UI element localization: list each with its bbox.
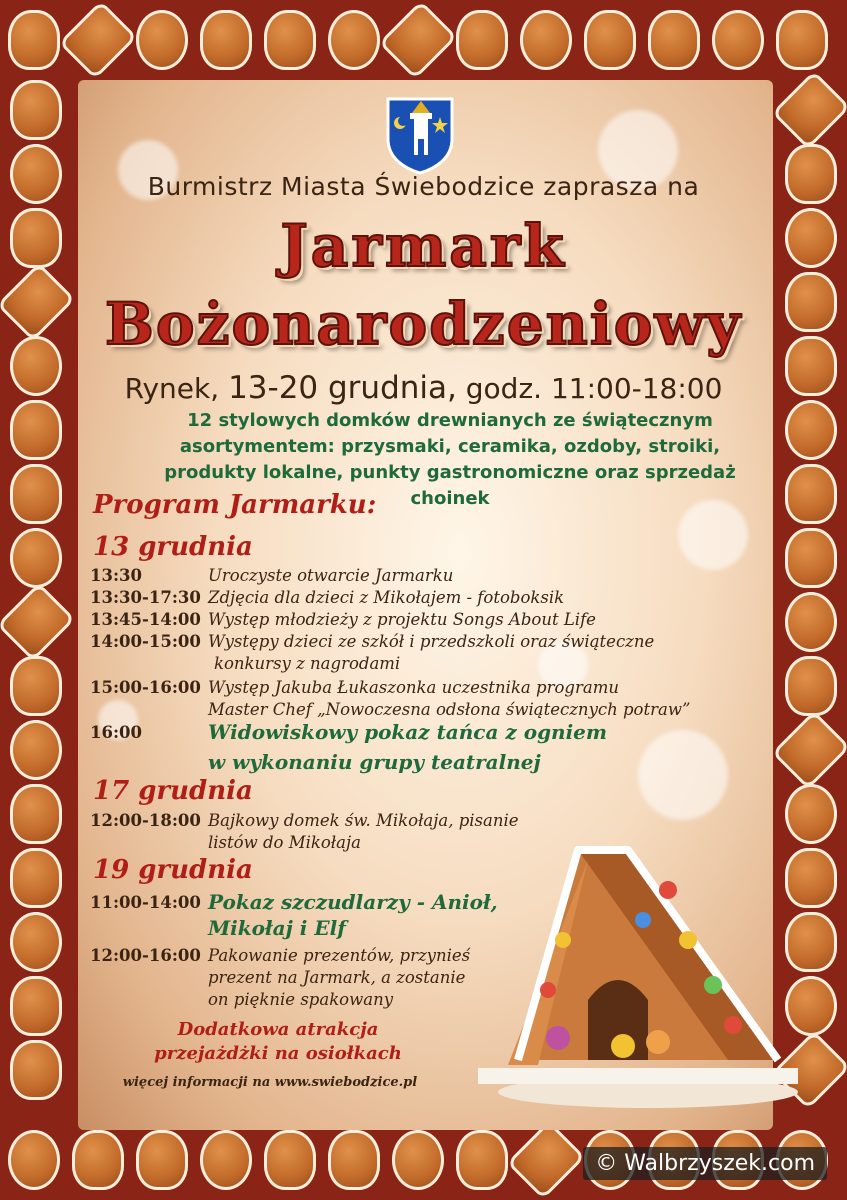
day-heading: 13 grudnia [93,532,253,562]
gingerbread-cookie-icon [10,848,62,908]
gingerbread-cookie-icon [785,464,837,524]
gingerbread-cookie-icon [456,10,508,70]
event-time: 15:00-16:00 [90,678,201,697]
gingerbread-cookie-icon [264,1130,316,1190]
gingerbread-cookie-icon [10,528,62,588]
event-time: 13:30 [90,566,143,585]
date-line [0,370,847,406]
event-time: 14:00-15:00 [90,632,201,651]
gingerbread-cookie-icon [785,400,837,460]
watermark: © Walbrzyszek.com [583,1147,827,1180]
gingerbread-cookie-icon [10,1040,62,1100]
event-text-highlight: Widowiskowy pokaz tańca z ogniem [208,720,608,744]
gingerbread-cookie-icon [392,1130,444,1190]
day-heading: 19 grudnia [93,855,253,885]
gingerbread-cookie-icon [771,710,847,789]
event-text: Występy dzieci ze szkół i przedszkoli oraz świąteczne [208,632,655,651]
event-text: Bajkowy domek św. Mikołaja, pisanie [208,811,519,830]
extra-line-1: Dodatkowa atrakcja [177,1019,379,1040]
event-text: Zdjęcia dla dzieci z Mikołajem - fotoboksik [208,588,565,607]
coat-of-arms-icon [384,95,456,175]
gingerbread-cookie-icon [378,0,457,79]
gingerbread-cookie-icon [0,582,76,661]
gingerbread-cookie-icon [200,1130,252,1190]
event-text: Pakowanie prezentów, przynieś [208,946,471,965]
day-heading: 17 grudnia [93,776,253,806]
event-text-cont: on pięknie spakowany [208,990,394,1009]
host-invitation: Burmistrz Miasta Świebodzice zaprasza na [147,172,700,201]
event-text-cont: konkursy z nagrodami [214,654,401,673]
event-text: Występ młodzieży z projektu Songs About Life [208,610,596,629]
event-text-cont: Master Chef „Nowoczesna odsłona świątecznych potraw” [208,700,691,719]
gingerbread-cookie-icon [10,912,62,972]
gingerbread-cookie-icon [264,10,316,70]
more-info-link[interactable]: więcej informacji na www.swiebodzice.pl [122,1075,418,1090]
gingerbread-cookie-icon [712,10,764,70]
gingerbread-cookie-icon [785,656,837,716]
gingerbread-cookie-icon [8,10,60,70]
gingerbread-cookie-icon [136,10,188,70]
event-time: 12:00-16:00 [90,946,201,965]
gingerbread-cookie-icon [328,1130,380,1190]
gingerbread-cookie-icon [10,464,62,524]
event-text: Występ Jakuba Łukaszonka uczestnika programu [208,678,619,697]
gingerbread-house-icon [478,810,798,1110]
event-time: 16:00 [90,723,143,742]
gingerbread-cookie-icon [200,10,252,70]
program-heading: Program Jarmarku: [93,490,377,520]
gingerbread-cookie-icon [776,10,828,70]
dates-text: 13-20 grudnia, [228,370,457,406]
gingerbread-cookie-icon [10,976,62,1036]
hours-text: godz. 11:00-18:00 [465,372,723,405]
gingerbread-cookie-icon [584,10,636,70]
gingerbread-cookie-icon [328,10,380,70]
gingerbread-cookie-icon [10,720,62,780]
gingerbread-cookie-icon [10,80,62,140]
gingerbread-cookie-icon [10,656,62,716]
gingerbread-cookie-icon [506,1120,585,1199]
gingerbread-cookie-icon [520,10,572,70]
gingerbread-cookie-icon [456,1130,508,1190]
fair-description: 12 stylowych domków drewnianych ze świątecznym asortymentem: przysmaki, ceramika, ozdoby, stroiki, produkty lokalne, punkty gastronomiczne oraz sprzedaż choinek [164,410,736,509]
event-text-cont: prezent na Jarmark, a zostanie [208,968,466,987]
gingerbread-cookie-icon [785,592,837,652]
event-time: 13:45-14:00 [90,610,201,629]
gingerbread-cookie-icon [648,10,700,70]
place-text: Rynek, [124,372,220,405]
gingerbread-cookie-icon [72,1130,124,1190]
extra-attraction [118,1018,438,1066]
gingerbread-cookie-icon [58,0,137,79]
gingerbread-cookie-icon [8,1130,60,1190]
gingerbread-cookie-icon [10,400,62,460]
title-line-2: Bożonarodzeniowy [104,290,743,358]
event-time: 13:30-17:30 [90,588,201,607]
gingerbread-cookie-icon [771,70,847,149]
gingerbread-cookie-icon [10,784,62,844]
gingerbread-cookie-icon [136,1130,188,1190]
title-line-1: Jarmark [280,212,567,280]
event-time: 12:00-18:00 [90,811,201,830]
event-time: 11:00-14:00 [90,893,201,912]
event-text-cont: listów do Mikołaja [208,833,361,852]
event-text: Uroczyste otwarcie Jarmarku [208,566,454,585]
extra-line-2: przejażdżki na osiołkach [154,1043,402,1064]
event-text-highlight: Pokaz szczudlarzy - Anioł, [208,890,498,914]
gingerbread-cookie-icon [785,528,837,588]
event-text-highlight-cont: Mikołaj i Elf [208,916,346,940]
event-text-highlight-cont: w wykonaniu grupy teatralnej [208,750,541,774]
